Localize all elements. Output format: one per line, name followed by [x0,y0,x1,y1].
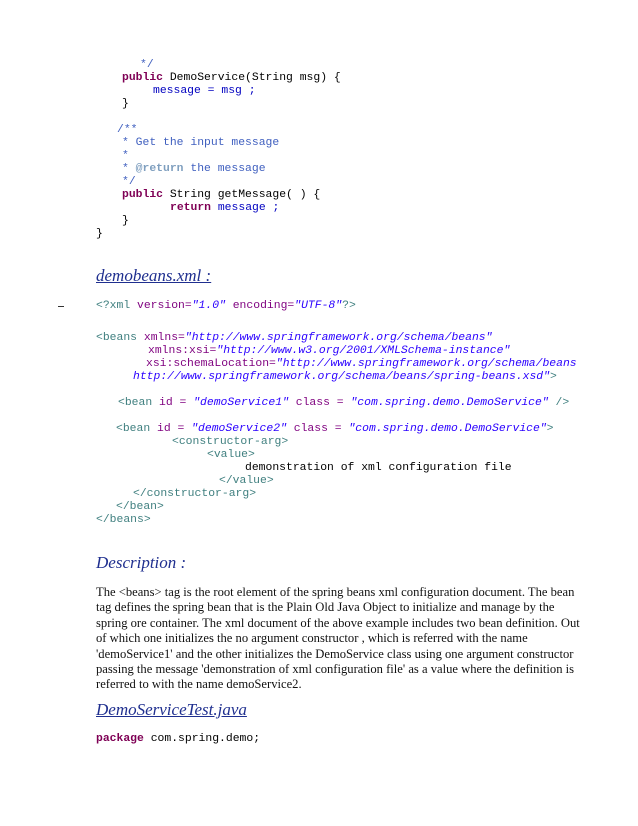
javadoc-return: * @return the message [122,163,266,175]
xml-declaration: <?xml version="1.0" encoding="UTF-8"?> [96,300,356,312]
javadoc-close: */ [122,176,136,188]
code-comment-end: */ [140,59,154,71]
xml-xsi-namespace: xmlns:xsi="http://www.w3.org/2001/XMLSchema-instance" [148,345,511,357]
description-line: 'demoService1' and the other initializes the DemoService class using one argument constructor [96,646,574,661]
code-brace: } [122,98,129,110]
javadoc-line: * [122,150,129,162]
heading-description: Description : [96,553,187,572]
description-line: passing the message 'demonstration of xml configuration file' as a value where the definition is [96,662,575,677]
xml-constructor-arg-open: <constructor-arg> [172,436,289,448]
description-line: tag defines the spring bean that is the Plain Old Java Object to initialize and manage by the [96,600,555,615]
xml-bean-close: </bean> [116,501,164,513]
code-brace: } [122,215,129,227]
margin-marker [58,306,64,307]
xml-beans-close: </beans> [96,514,151,526]
code-line-assign: message = msg ; [153,85,256,97]
description-paragraph [96,585,580,693]
description-line: The <beans> tag is the root element of the spring beans xml configuration document. The bean [96,585,575,599]
description-line: spring ore container. The xml document of the above example includes two bean definition. Out [96,615,580,630]
xml-value-close: </value> [219,475,274,487]
code-line-constructor: public DemoService(String msg) { [122,72,341,84]
heading-demoservicetest-java: DemoServiceTest.java [96,700,247,719]
xml-constructor-arg-close: </constructor-arg> [133,488,257,500]
javadoc-line: * Get the input message [122,137,280,149]
description-line: referred to with the name demoService2. [96,677,302,692]
code-line-return: return message ; [170,202,280,214]
xml-bean-demoservice1: <bean id = "demoService1" class = "com.spring.demo.DemoService" /> [118,397,570,409]
heading-demobeans-xml: demobeans.xml : [96,266,212,285]
code-line-getter: public String getMessage( ) { [122,189,321,201]
code-brace: } [96,228,103,240]
description-line: of which one initializes the no argument constructor , which is referred with the name [96,631,528,646]
xml-value-open: <value> [207,449,255,461]
xml-schema-location-cont: http://www.springframework.org/schema/beans/spring-beans.xsd"> [133,371,557,383]
xml-bean-demoservice2: <bean id = "demoService2" class = "com.spring.demo.DemoService"> [116,423,554,435]
xml-beans-open: <beans xmlns="http://www.springframework.org/schema/beans" [96,332,493,344]
xml-schema-location: xsi:schemaLocation="http://www.springframework.org/schema/beans [146,358,577,370]
javadoc-open: /** [117,124,138,136]
xml-value-text: demonstration of xml configuration file [245,462,512,474]
code-line-package: package com.spring.demo; [96,733,261,745]
